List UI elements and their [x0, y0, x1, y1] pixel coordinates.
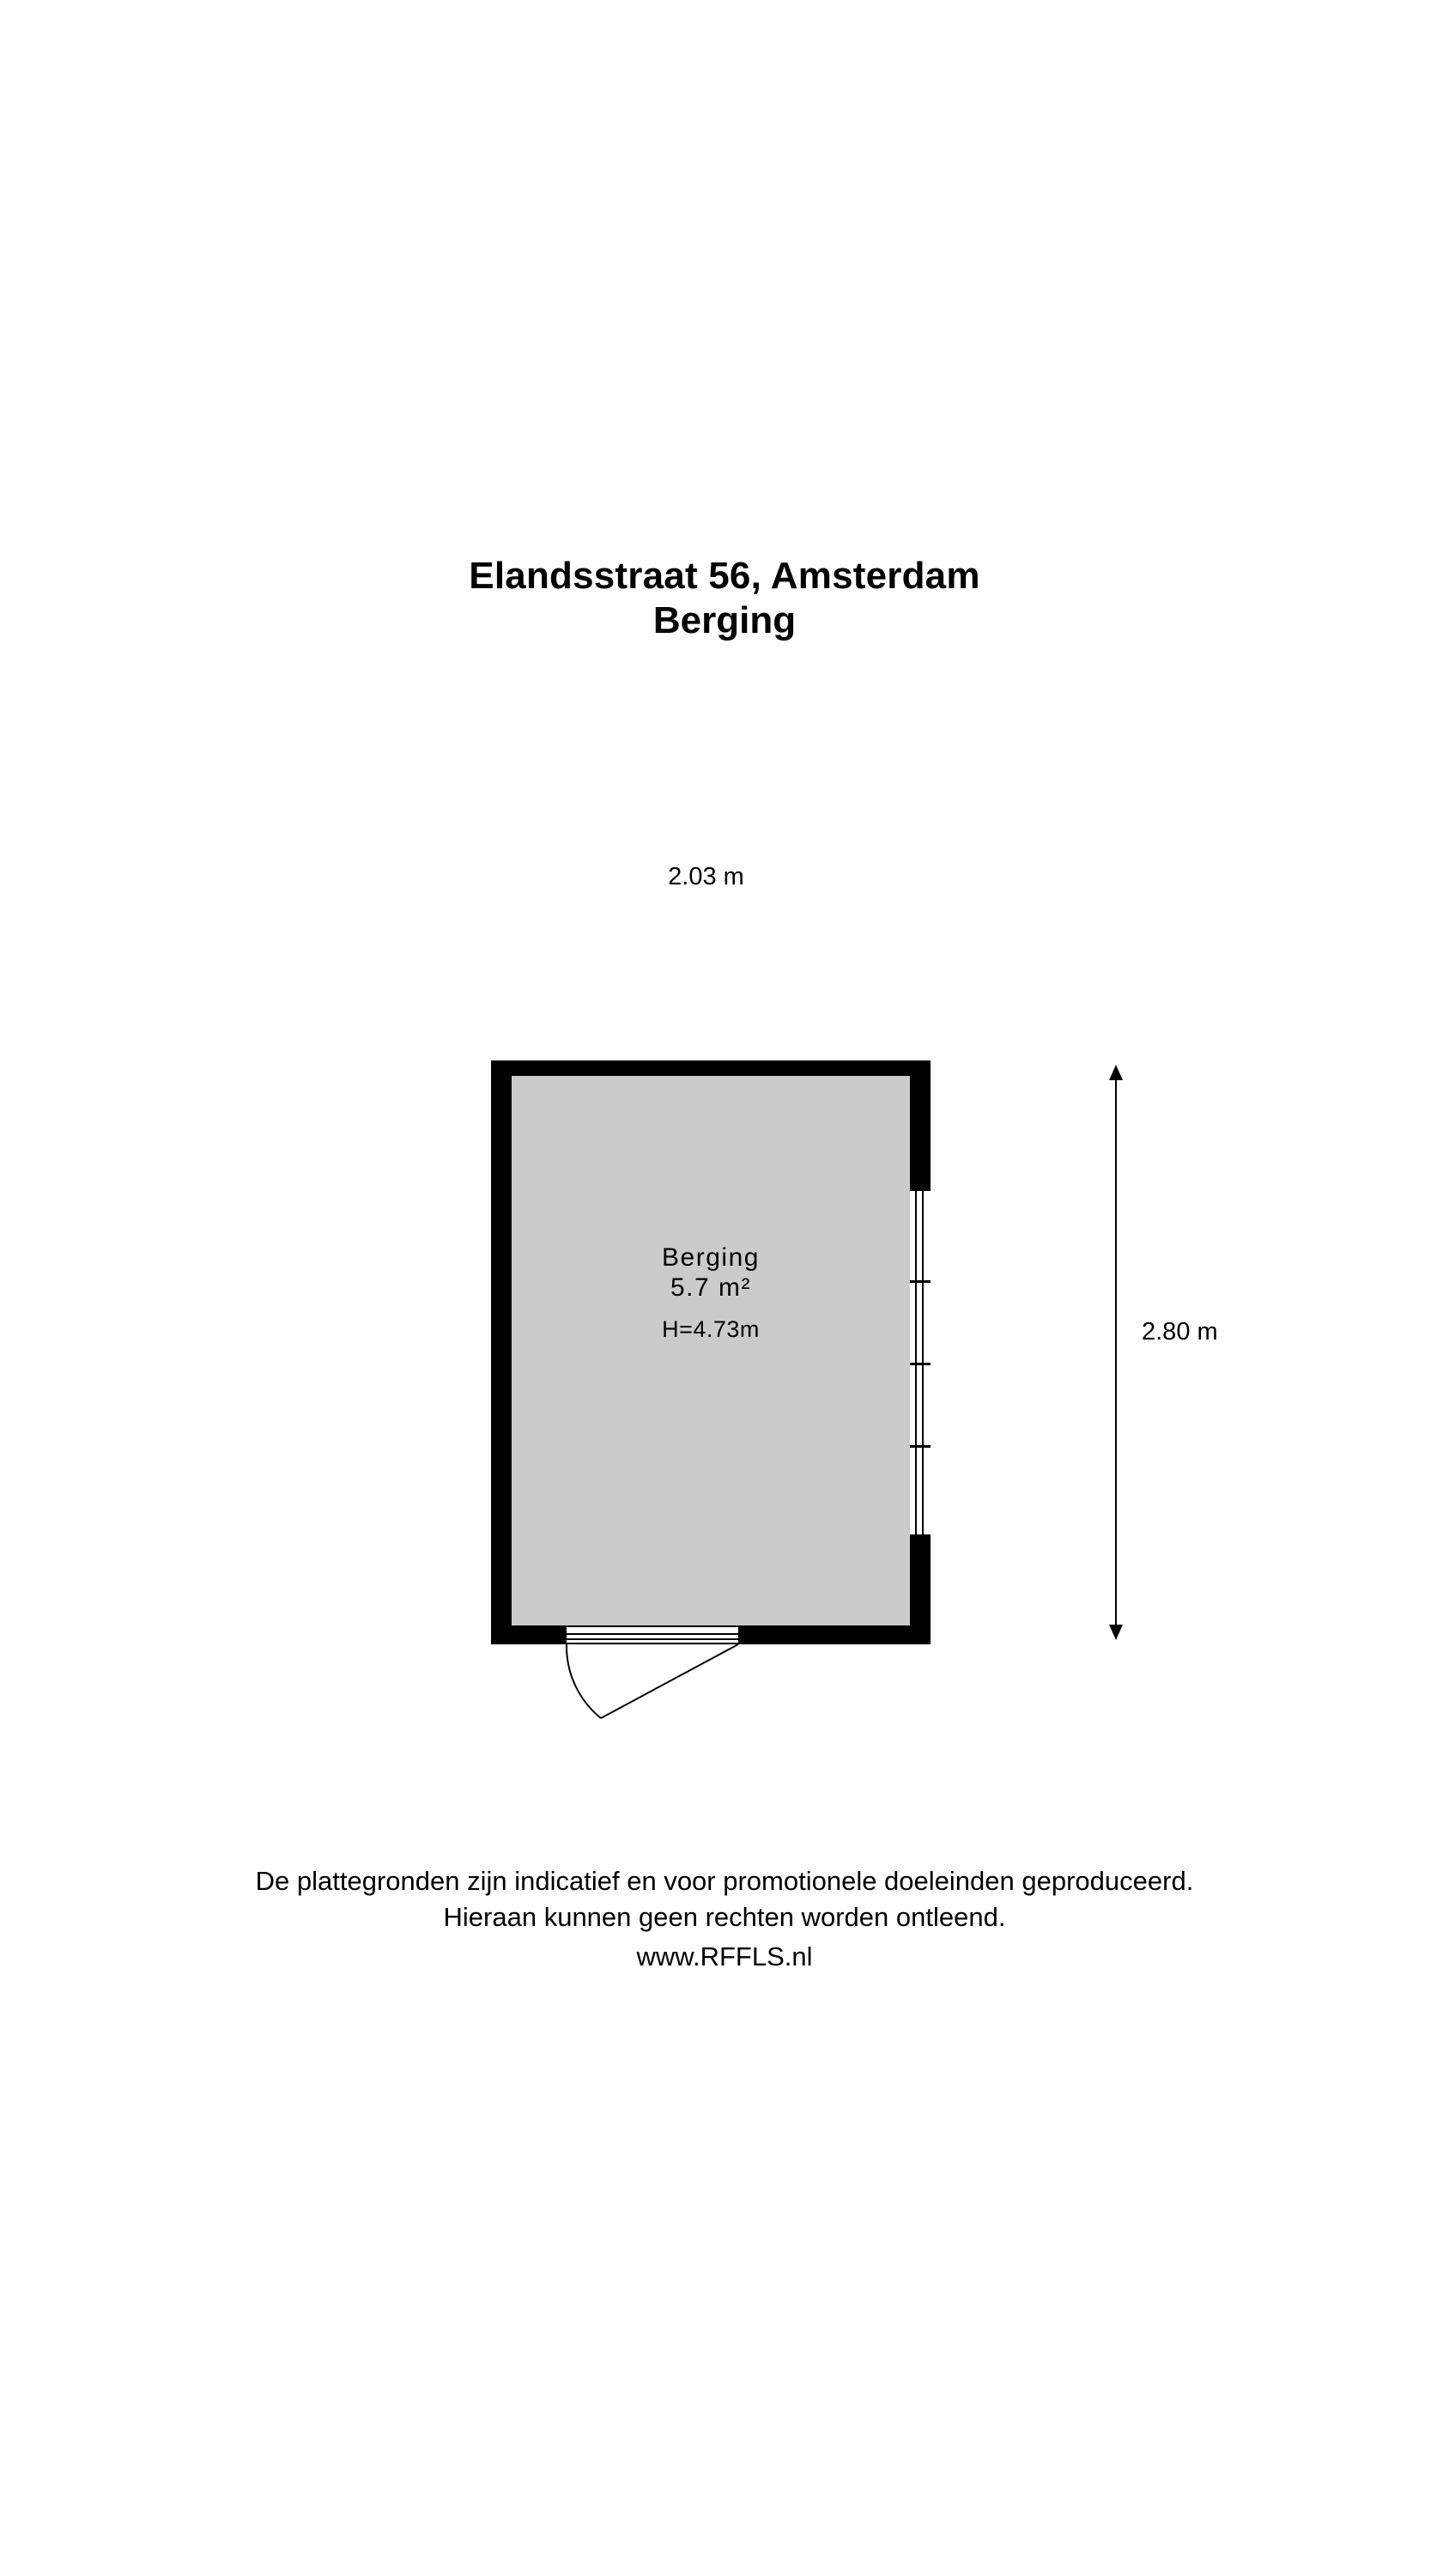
room-area-label: 5.7 m² — [670, 1273, 752, 1302]
door-swing-arc — [491, 1636, 714, 1730]
page-title — [0, 554, 1449, 643]
width-dimension — [502, 863, 910, 897]
dimension-line-vertical — [1115, 1075, 1117, 1630]
room-berging — [491, 1060, 931, 1644]
width-dimension-value: 2.03 m — [656, 863, 756, 890]
title-floor: Berging — [652, 598, 797, 641]
window-mullion — [910, 1445, 931, 1448]
title-address: Elandsstraat 56, Amsterdam — [469, 555, 980, 597]
width-dimension-label — [502, 863, 910, 891]
room-name-label: Berging — [662, 1243, 760, 1272]
room-height-label: H=4.73m — [662, 1316, 760, 1342]
website-label: www.RFFLS.nl — [636, 1941, 813, 1971]
arrow-up-icon — [1109, 1065, 1123, 1080]
height-dimension-label: 2.80 m — [1142, 1318, 1218, 1346]
disclaimer — [0, 1863, 1449, 1975]
floor-plan — [0, 816, 1449, 1803]
height-dimension — [1099, 1065, 1219, 1640]
disclaimer-line-1: De plattegronden zijn indicatief en voor promotionele doeleinden geproduceerd. — [255, 1866, 1194, 1896]
disclaimer-line-2: Hieraan kunnen geen rechten worden ontleend. — [443, 1901, 1006, 1932]
window-mullion — [910, 1363, 931, 1365]
room-floor — [512, 1076, 910, 1625]
arrow-down-icon — [1109, 1625, 1123, 1640]
